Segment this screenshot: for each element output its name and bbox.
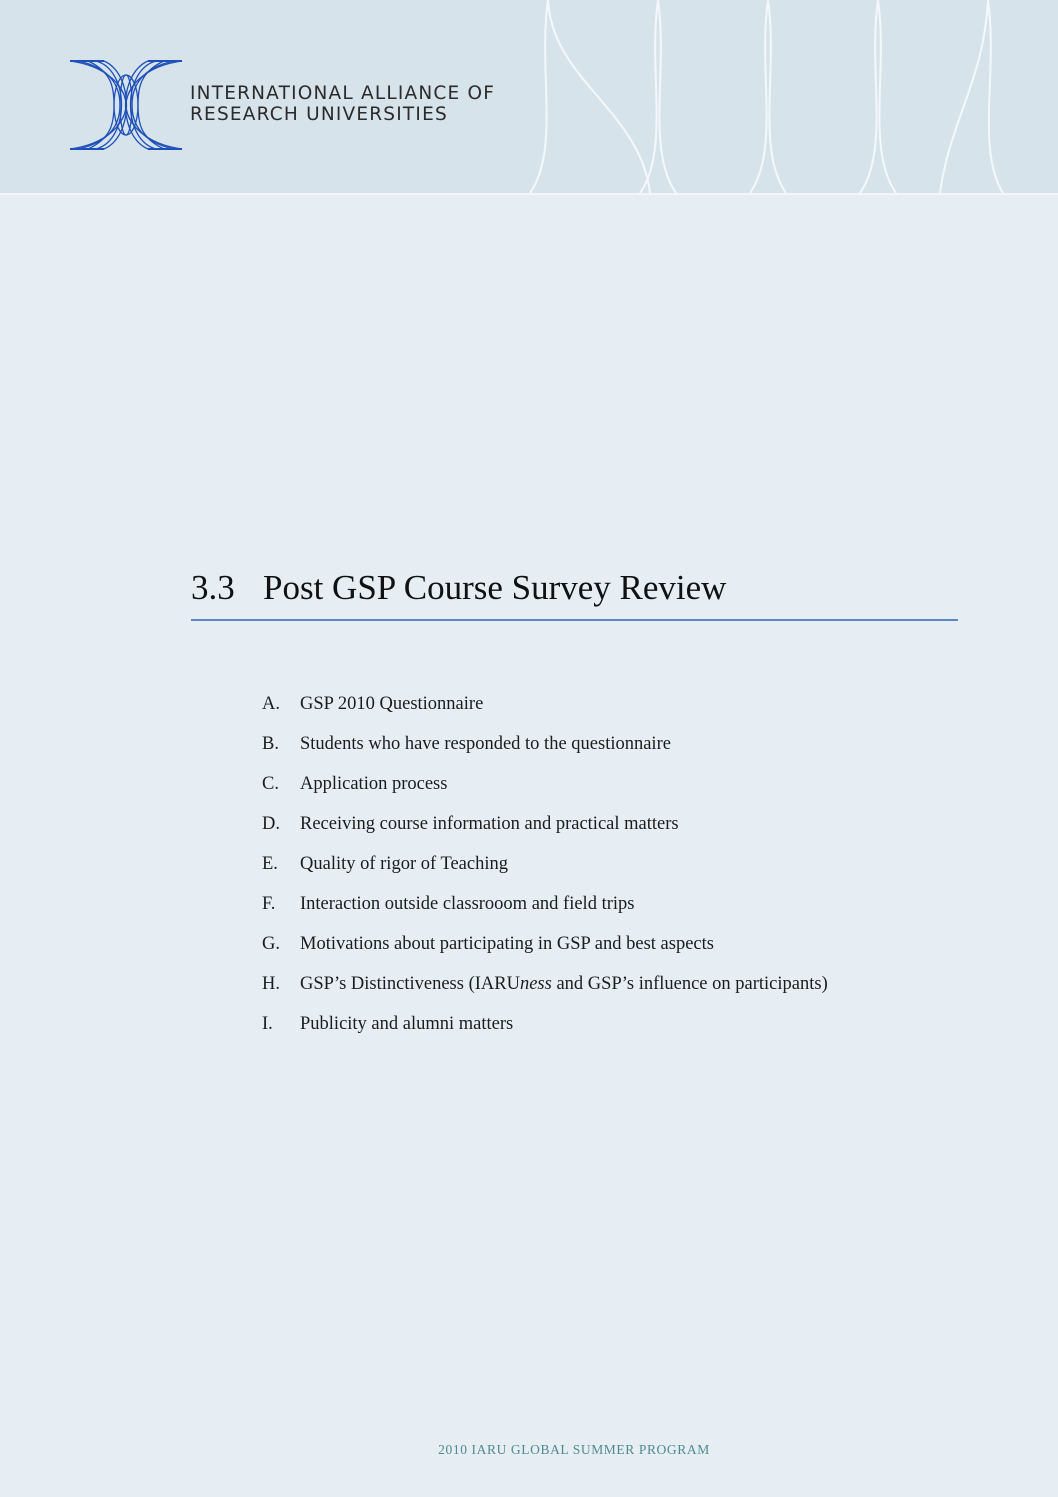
item-letter: G. — [262, 934, 280, 954]
list-item — [262, 770, 828, 810]
section-title — [191, 566, 957, 610]
page-header — [0, 0, 1058, 195]
list-item — [262, 930, 828, 970]
item-letter: F. — [262, 894, 276, 914]
section-title-text: Post GSP Course Survey Review — [263, 568, 727, 607]
item-text: Students who have responded to the questionnaire — [300, 734, 671, 754]
item-text-after: and GSP’s influence on participants) — [551, 974, 828, 994]
item-text: GSP 2010 Questionnaire — [300, 694, 484, 714]
item-letter: D. — [262, 814, 280, 834]
list-item — [262, 690, 828, 730]
contents-list — [262, 690, 828, 1050]
organization-name-line2: RESEARCH UNIVERSITIES — [190, 104, 448, 125]
section-number: 3.3 — [191, 568, 235, 607]
list-item — [262, 810, 828, 850]
item-letter: C. — [262, 774, 279, 794]
page-footer: 2010 IARU GLOBAL SUMMER PROGRAM — [438, 1442, 710, 1457]
item-text-before: GSP’s Distinctiveness (IARU — [300, 974, 520, 994]
item-text: Publicity and alumni matters — [300, 1014, 514, 1034]
list-item — [262, 730, 828, 770]
organization-name-line1: INTERNATIONAL ALLIANCE OF — [190, 83, 496, 104]
item-text: Receiving course information and practical matters — [300, 814, 679, 834]
list-item — [262, 970, 828, 1010]
list-item — [262, 890, 828, 930]
item-text: Motivations about participating in GSP and best aspects — [300, 934, 714, 954]
item-text: Application process — [300, 774, 448, 794]
item-text-italic: ness — [519, 974, 552, 994]
item-letter: I. — [262, 1014, 273, 1034]
item-letter: E. — [262, 854, 278, 874]
item-letter: B. — [262, 734, 279, 754]
list-item — [262, 1010, 828, 1050]
item-letter: H. — [262, 974, 280, 994]
organization-name — [190, 83, 495, 125]
iaru-interlaced-arcs-icon — [68, 58, 184, 152]
item-text: Interaction outside classrooom and field trips — [300, 894, 635, 914]
item-text: Quality of rigor of Teaching — [300, 854, 508, 874]
title-underline — [191, 619, 958, 621]
item-letter: A. — [262, 694, 280, 714]
list-item — [262, 850, 828, 890]
